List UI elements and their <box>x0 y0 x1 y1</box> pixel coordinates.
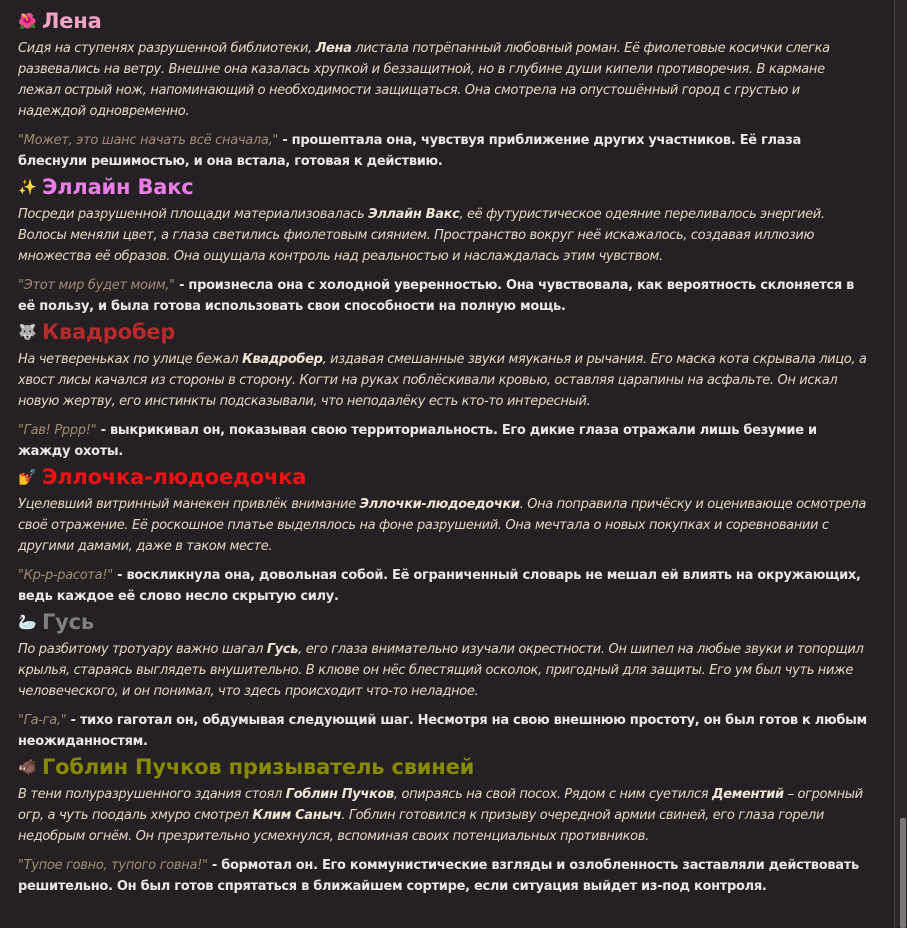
narration-text: Уцелевший витринный манекен привлёк внимание <box>18 497 360 512</box>
vertical-scrollbar[interactable] <box>894 0 907 928</box>
narration-text: . Гоблин готовился к призыву очередной армии свиней, его глаза горели недобрым огнём. Он презрительно усмехнулся, вспоминая своих потенциальных противников. <box>18 808 824 844</box>
dialogue-text: - бормотал он. Его коммунистические взгляды и озлобленность заставляли действовать решительно. Он был готов спрятаться в ближайшем сортире, если ситуация выйдет из-под контроля. <box>18 858 859 894</box>
character-entry-5 <box>18 752 870 897</box>
narration-bold-name: Гусь <box>266 642 299 657</box>
character-narration <box>18 784 870 847</box>
narration-text: , издавая смешанные звуки мяуканья и рычания. Его маска кота скрывала лицо, а хвост лисы качался из стороны в сторону. Когти на руках поблёскивали кровью, оставляя царапины на асфальте. Он искал новую жертву, его инстинкты подсказывали, что неподалёку есть кто-то интересный. <box>18 352 867 409</box>
narration-bold-name: Эллочки-людоедочки <box>359 497 520 512</box>
character-entry-2 <box>18 317 870 462</box>
wolf-icon: 🐺 <box>18 323 37 341</box>
narration-text: , её футуристическое одеяние переливалось энергией. Волосы меняли цвет, а глаза светились фиолетовым сиянием. Пространство вокруг неё искажалось, создавая иллюзию множества её образов. Она ощущала контроль над реальностью и наслаждалась этим чувством. <box>18 207 825 264</box>
character-quote: "Га-га," <box>18 713 67 728</box>
sparkles-icon: ✨ <box>18 178 37 196</box>
character-name: Лена <box>42 8 102 33</box>
dialogue-text: - тихо гаготал он, обдумывая следующий шаг. Несмотря на свою внешнюю простоту, он был готов к любым неожиданностям. <box>18 713 867 749</box>
character-name: Гусь <box>42 609 94 634</box>
boar-icon: 🐗 <box>18 758 37 776</box>
narration-bold-name: Дементий <box>712 787 784 802</box>
narration-text: листала потрёпанный любовный роман. Её фиолетовые косички слегка развевались на ветру. Внешне она казалась хрупкой и беззащитной, но в глубине души кипели противоречия. В кармане лежал острый нож, напоминающий о необходимости защищаться. Она смотрела на опустошённый город с грустью и надеждой одновременно. <box>18 41 830 119</box>
character-dialogue <box>18 420 870 462</box>
character-narration <box>18 494 870 557</box>
narration-text: На четвереньках по улице бежал <box>18 352 243 367</box>
character-quote: "Гав! Рррр!" <box>18 423 97 438</box>
character-quote: "Этот мир будет моим," <box>18 278 175 293</box>
character-dialogue <box>18 710 870 752</box>
character-name: Гоблин Пучков призыватель свиней <box>42 754 475 779</box>
narration-bold-name: Гоблин Пучков <box>285 787 394 802</box>
dialogue-text: - воскликнула она, довольная собой. Её ограниченный словарь не мешал ей влиять на окружающих, ведь каждое её слово несло скрытую силу. <box>18 568 861 604</box>
narration-bold-name: Клим Саныч <box>252 808 342 823</box>
character-quote: "Может, это шанс начать всё сначала," <box>18 133 279 148</box>
swan-icon: 🦢 <box>18 613 37 631</box>
character-dialogue <box>18 275 870 317</box>
narration-text: – огромный огр, а чуть поодаль хмуро смотрел <box>18 787 863 823</box>
narration-text: , его глаза внимательно изучали окрестности. Он шипел на любые звуки и топорщил крылья, стараясь выглядеть внушительно. В клюве он нёс блестящий осколок, пригодный для защиты. Его ум был чуть ниже человеческого, и он понимал, что здесь происходит что-то неладное. <box>18 642 864 699</box>
narration-text: . Она поправила причёску и оценивающе осмотрела своё отражение. Её роскошное платье выделялось на фоне разрушений. Она мечтала о новых покупках и соревновании с другими дамами, даже в таком месте. <box>18 497 866 554</box>
character-header <box>18 607 870 637</box>
character-quote: "Тупое говно, тупого говна!" <box>18 858 208 873</box>
narration-bold-name: Лена <box>315 41 352 56</box>
character-entry-0 <box>18 6 870 172</box>
nail-polish-icon: 💅 <box>18 468 37 486</box>
hibiscus-icon: 🌺 <box>18 12 37 30</box>
character-entry-3 <box>18 462 870 607</box>
character-name: Квадробер <box>42 319 176 344</box>
character-narration <box>18 38 870 122</box>
character-header <box>18 317 870 347</box>
character-dialogue <box>18 130 870 172</box>
dialogue-text: - прошептала она, чувствуя приближение других участников. Её глаза блеснули решимостью, и она встала, готовая к действию. <box>18 133 801 169</box>
character-entry-4 <box>18 607 870 752</box>
character-quote: "Кр-р-расота!" <box>18 568 113 583</box>
narration-text: Сидя на ступенях разрушенной библиотеки, <box>18 41 316 56</box>
character-name: Эллочка-людоедочка <box>42 464 307 489</box>
dialogue-text: - произнесла она с холодной уверенностью. Она чувствовала, как вероятность склоняется в её пользу, и была готова использовать свои способности на полную мощь. <box>18 278 855 314</box>
character-name: Эллайн Вакс <box>42 174 194 199</box>
narration-text: По разбитому тротуару важно шагал <box>18 642 267 657</box>
character-header <box>18 752 870 782</box>
character-dialogue <box>18 565 870 607</box>
character-dialogue <box>18 855 870 897</box>
narration-text: Посреди разрушенной площади материализовалась <box>18 207 369 222</box>
character-header <box>18 462 870 492</box>
character-narration <box>18 639 870 702</box>
narration-bold-name: Квадробер <box>242 352 323 367</box>
dialogue-text: - выкрикивал он, показывая свою территориальность. Его дикие глаза отражали лишь безумие и жажду охоты. <box>18 423 817 459</box>
character-header <box>18 172 870 202</box>
character-narration <box>18 349 870 412</box>
character-entry-1 <box>18 172 870 317</box>
character-narration <box>18 204 870 267</box>
narration-text: , опираясь на свой посох. Рядом с ним суетился <box>393 787 713 802</box>
scrollbar-thumb[interactable] <box>900 818 906 928</box>
character-header <box>18 6 870 36</box>
narration-bold-name: Эллайн Вакс <box>368 207 460 222</box>
story-content <box>18 6 870 897</box>
narration-text: В тени полуразрушенного здания стоял <box>18 787 286 802</box>
